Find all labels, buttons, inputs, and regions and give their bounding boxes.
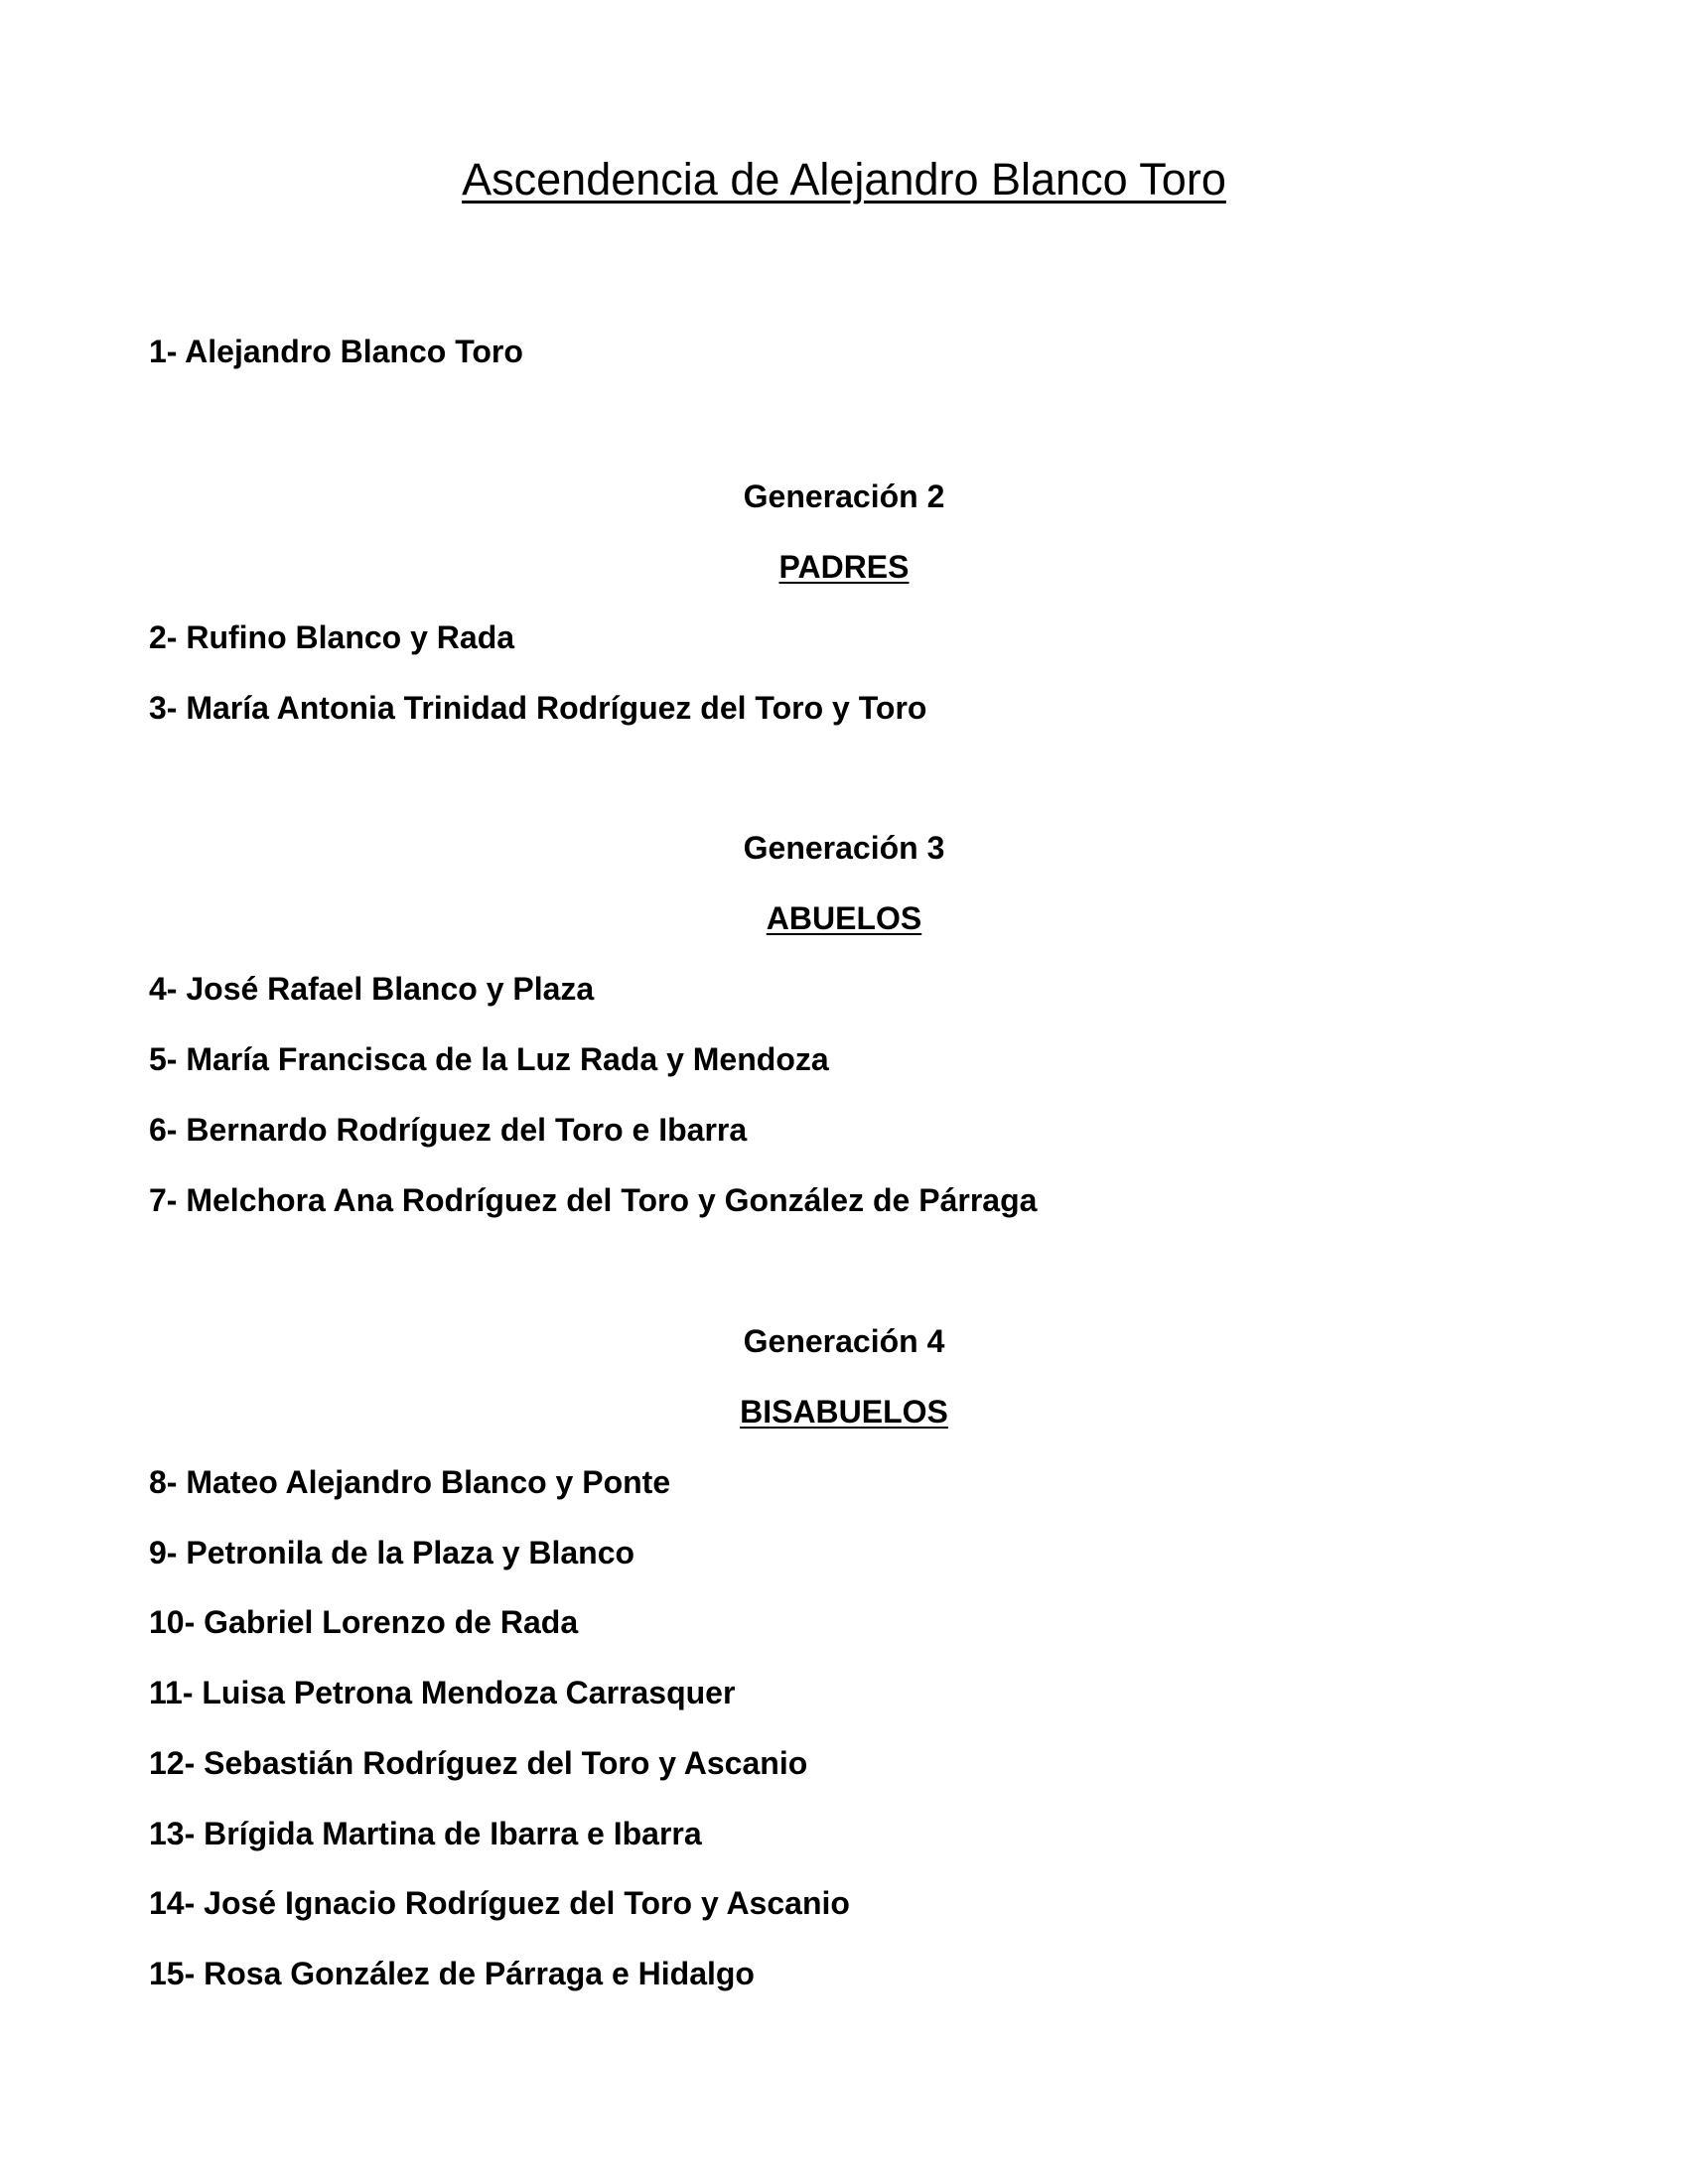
list-item: 11- Luisa Petrona Mendoza Carrasquer bbox=[149, 1675, 736, 1710]
list-item: 7- Melchora Ana Rodríguez del Toro y González de Párraga bbox=[149, 1182, 1038, 1218]
generation-heading: ABUELOS bbox=[766, 900, 922, 936]
entry-root: 1- Alejandro Blanco Toro bbox=[149, 334, 523, 369]
generation-label: Generación 3 bbox=[743, 830, 945, 866]
page-title: Ascendencia de Alejandro Blanco Toro bbox=[462, 154, 1226, 205]
list-item: 15- Rosa González de Párraga e Hidalgo bbox=[149, 1956, 755, 1991]
list-item: 13- Brígida Martina de Ibarra e Ibarra bbox=[149, 1816, 702, 1851]
list-item: 12- Sebastián Rodríguez del Toro y Ascanio bbox=[149, 1745, 808, 1781]
generation-label: Generación 2 bbox=[743, 478, 945, 514]
list-item: 3- María Antonia Trinidad Rodríguez del Toro y Toro bbox=[149, 690, 927, 726]
generation-heading: BISABUELOS bbox=[740, 1394, 948, 1430]
generation-label: Generación 4 bbox=[743, 1323, 945, 1359]
list-item: 14- José Ignacio Rodríguez del Toro y Ascanio bbox=[149, 1885, 850, 1921]
generation-heading: PADRES bbox=[778, 549, 910, 585]
list-item: 5- María Francisca de la Luz Rada y Mendoza bbox=[149, 1041, 829, 1077]
list-item: 9- Petronila de la Plaza y Blanco bbox=[149, 1535, 635, 1570]
list-item: 8- Mateo Alejandro Blanco y Ponte bbox=[149, 1464, 671, 1500]
list-item: 2- Rufino Blanco y Rada bbox=[149, 619, 515, 655]
list-item: 10- Gabriel Lorenzo de Rada bbox=[149, 1604, 579, 1640]
list-item: 4- José Rafael Blanco y Plaza bbox=[149, 971, 595, 1007]
list-item: 6- Bernardo Rodríguez del Toro e Ibarra bbox=[149, 1112, 748, 1148]
